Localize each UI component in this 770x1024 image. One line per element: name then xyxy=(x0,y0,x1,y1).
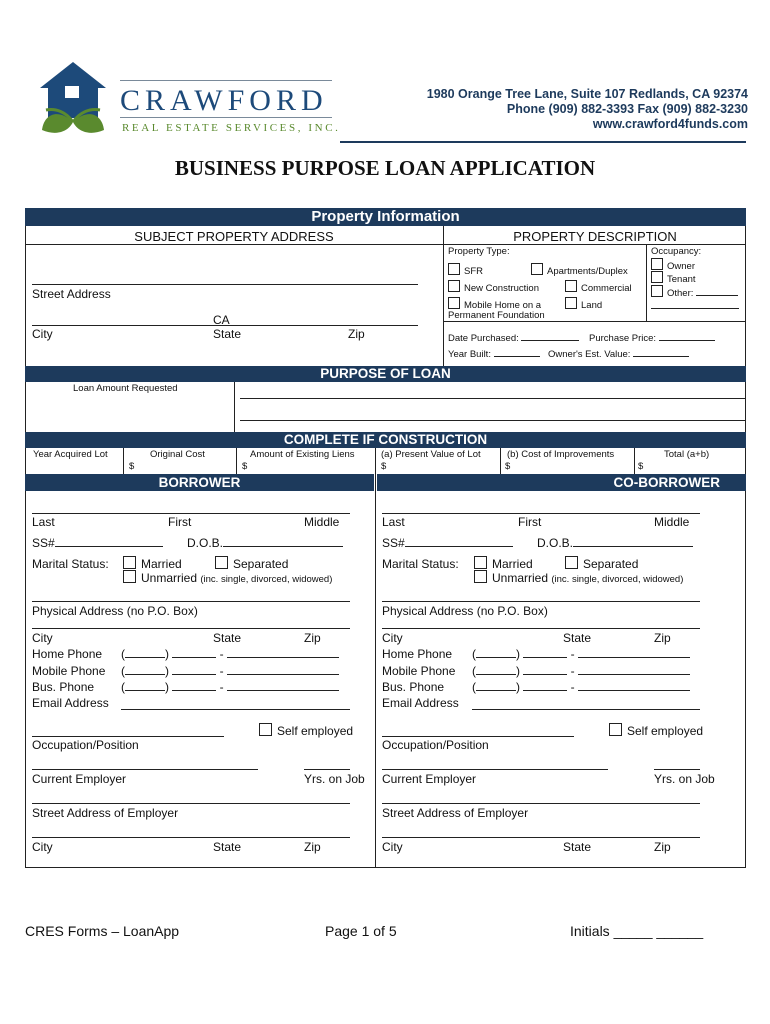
borrower-occupation-line[interactable] xyxy=(32,736,224,737)
borrower-city-label: City xyxy=(32,631,53,645)
col-total: Total (a+b) xyxy=(664,449,710,460)
borrower-bus-phone-field[interactable]: ( ) - xyxy=(121,680,339,694)
header-divider xyxy=(340,141,746,143)
purchase-price-field[interactable]: Purchase Price: xyxy=(589,330,715,344)
construction-col-divider-2 xyxy=(236,448,237,474)
co-zip-label: Zip xyxy=(654,631,671,645)
co-email-line[interactable] xyxy=(472,709,700,710)
loan-amount-label: Loan Amount Requested xyxy=(73,383,178,394)
new-construction-option[interactable]: New Construction xyxy=(448,280,539,294)
borrower-first-label: First xyxy=(168,515,192,529)
construction-col-divider-1 xyxy=(123,448,124,474)
company-logo xyxy=(38,60,108,138)
state-label: State xyxy=(213,327,242,341)
footer-form-id: CRES Forms – LoanApp xyxy=(25,923,180,939)
other-extra-line[interactable] xyxy=(651,308,739,309)
co-employer-line[interactable] xyxy=(382,769,608,770)
co-physical-line[interactable] xyxy=(382,601,700,602)
borrower-employer-city-label: City xyxy=(32,840,53,854)
new-construction-checkbox[interactable] xyxy=(448,280,460,292)
construction-col-divider-3 xyxy=(375,448,376,474)
zip-label: Zip xyxy=(348,327,365,341)
apartments-checkbox[interactable] xyxy=(531,263,543,275)
borrower-dob-field[interactable]: D.O.B. xyxy=(187,536,343,550)
col-present-value: (a) Present Value of Lot xyxy=(381,449,481,460)
borrower-mobile-phone[interactable]: Mobile Phone xyxy=(32,664,106,678)
house-logo-icon xyxy=(38,60,108,138)
dollar-total: $ xyxy=(638,461,644,472)
co-separated-option[interactable]: Separated xyxy=(565,556,638,571)
borrower-home-phone-field[interactable]: ( ) - xyxy=(121,647,339,661)
loan-amount-divider xyxy=(234,382,235,432)
co-employer-city-line[interactable] xyxy=(382,837,700,838)
borrower-occupation-label: Occupation/Position xyxy=(32,738,139,752)
co-employer-street-label: Street Address of Employer xyxy=(382,806,529,820)
dollar-existing-liens: $ xyxy=(242,461,248,472)
other-checkbox[interactable] xyxy=(651,285,663,297)
dollar-cost-improvements: $ xyxy=(505,461,511,472)
land-checkbox[interactable] xyxy=(565,297,577,309)
borrower-email: Email Address xyxy=(32,696,109,710)
other-option[interactable]: Other: xyxy=(651,285,738,299)
street-address-label: Street Address xyxy=(32,287,111,301)
co-city-label: City xyxy=(382,631,403,645)
permanent-foundation-label: Permanent Foundation xyxy=(448,310,545,321)
occupancy-divider xyxy=(646,244,647,322)
col-year-acquired: Year Acquired Lot xyxy=(33,449,108,460)
sfr-option[interactable]: SFR xyxy=(448,263,483,277)
co-marital-label: Marital Status: xyxy=(382,557,459,571)
borrower-employer-state-label: State xyxy=(213,840,242,854)
footer-initials[interactable]: Initials _____ ______ xyxy=(570,923,704,939)
borrower-separated-checkbox[interactable] xyxy=(215,556,228,569)
company-tagline: REAL ESTATE SERVICES, INC. xyxy=(122,122,341,134)
borrower-city-line[interactable] xyxy=(32,628,350,629)
borrower-header: BORROWER xyxy=(25,474,374,491)
borrower-self-employed-option[interactable]: Self employed xyxy=(259,723,353,738)
co-employer-label: Current Employer xyxy=(382,772,477,786)
co-city-line[interactable] xyxy=(382,628,700,629)
co-employer-zip-label: Zip xyxy=(654,840,671,854)
co-email: Email Address xyxy=(382,696,459,710)
borrower-ss-field[interactable]: SS# xyxy=(32,536,163,550)
co-ss-field[interactable]: SS# xyxy=(382,536,513,550)
borrower-column-divider xyxy=(375,474,376,868)
tenant-option[interactable]: Tenant xyxy=(651,271,696,285)
construction-col-divider-5 xyxy=(634,448,635,474)
owner-checkbox[interactable] xyxy=(651,258,663,270)
co-last-label: Last xyxy=(382,515,405,529)
company-website: www.crawford4funds.com xyxy=(592,117,748,131)
borrower-employer-line[interactable] xyxy=(32,769,258,770)
co-physical-label: Physical Address (no P.O. Box) xyxy=(382,604,548,618)
col-existing-liens: Amount of Existing Liens xyxy=(250,449,355,460)
street-address-line[interactable] xyxy=(32,284,418,285)
tenant-checkbox[interactable] xyxy=(651,271,663,283)
logo-bottom-rule xyxy=(120,117,332,118)
borrower-unmarried-checkbox[interactable] xyxy=(123,570,136,583)
co-mobile-phone[interactable]: Mobile Phone xyxy=(382,664,456,678)
borrower-self-employed-checkbox[interactable] xyxy=(259,723,272,736)
col-cost-improvements: (b) Cost of Improvements xyxy=(507,449,615,460)
co-unmarried-option[interactable]: Unmarried (inc. single, divorced, widowed) xyxy=(474,570,683,585)
borrower-employer-street-label: Street Address of Employer xyxy=(32,806,179,820)
logo-top-rule xyxy=(120,80,332,81)
borrower-last-label: Last xyxy=(32,515,55,529)
co-bus-phone[interactable]: Bus. Phone xyxy=(382,680,445,694)
state-value: CA xyxy=(213,313,230,327)
co-employer-city-label: City xyxy=(382,840,403,854)
borrower-physical-label: Physical Address (no P.O. Box) xyxy=(32,604,198,618)
construction-col-divider-4 xyxy=(500,448,501,474)
co-employer-street-line[interactable] xyxy=(382,803,700,804)
borrower-unmarried-option[interactable]: Unmarried (inc. single, divorced, widowed) xyxy=(123,570,332,585)
apartments-option[interactable]: Apartments/Duplex xyxy=(531,263,628,277)
co-middle-label: Middle xyxy=(654,515,690,529)
company-phone-fax: Phone (909) 882-3393 Fax (909) 882-3230 xyxy=(506,102,748,116)
co-dob-field[interactable]: D.O.B. xyxy=(537,536,693,550)
co-bus-phone-field[interactable]: ( ) - xyxy=(472,680,690,694)
borrower-married-option[interactable]: Married xyxy=(123,556,182,571)
owners-value-field[interactable]: Owner's Est. Value: xyxy=(548,346,689,360)
property-type-bottom-line xyxy=(443,321,746,322)
company-name: CRAWFORD xyxy=(120,84,328,117)
page-title: BUSINESS PURPOSE LOAN APPLICATION xyxy=(174,156,596,180)
co-first-label: First xyxy=(518,515,542,529)
co-home-phone[interactable]: Home Phone xyxy=(382,647,453,661)
construction-header: COMPLETE IF CONSTRUCTION xyxy=(25,432,746,448)
co-borrower-header: CO-BORROWER xyxy=(377,474,746,491)
borrower-employer-street-line[interactable] xyxy=(32,803,350,804)
borrower-employer-zip-label: Zip xyxy=(304,840,321,854)
footer-page-number: Page 1 of 5 xyxy=(325,923,397,939)
co-occupation-label: Occupation/Position xyxy=(382,738,489,752)
purpose-line-1[interactable] xyxy=(240,398,746,399)
commercial-checkbox[interactable] xyxy=(565,280,577,292)
borrower-name-line[interactable] xyxy=(32,513,350,514)
property-type-label: Property Type: xyxy=(448,246,510,257)
property-info-header: Property Information xyxy=(25,208,746,226)
borrower-zip-label: Zip xyxy=(304,631,321,645)
borrower-middle-label: Middle xyxy=(304,515,340,529)
occupancy-label: Occupancy: xyxy=(651,246,702,257)
co-yrs-label: Yrs. on Job xyxy=(654,772,715,786)
borrower-home-phone[interactable]: Home Phone xyxy=(32,647,103,661)
col-original-cost: Original Cost xyxy=(150,449,205,460)
borrower-physical-line[interactable] xyxy=(32,601,350,602)
borrower-bus-phone[interactable]: Bus. Phone xyxy=(32,680,95,694)
borrower-mobile-phone-field[interactable]: ( ) - xyxy=(121,664,339,678)
co-self-employed-checkbox[interactable] xyxy=(609,723,622,736)
borrower-marital-label: Marital Status: xyxy=(32,557,109,571)
city-label: City xyxy=(32,327,53,341)
dollar-present-value: $ xyxy=(381,461,387,472)
borrower-yrs-label: Yrs. on Job xyxy=(304,772,365,786)
borrower-married-checkbox[interactable] xyxy=(123,556,136,569)
owner-option[interactable]: Owner xyxy=(651,258,695,272)
co-separated-checkbox[interactable] xyxy=(565,556,578,569)
co-self-employed-option[interactable]: Self employed xyxy=(609,723,703,738)
borrower-email-line[interactable] xyxy=(121,709,350,710)
borrower-state-label: State xyxy=(213,631,242,645)
co-married-option[interactable]: Married xyxy=(474,556,533,571)
co-state-label: State xyxy=(563,631,592,645)
mobile-home-option[interactable]: Mobile Home on a xyxy=(448,297,541,311)
land-option[interactable]: Land xyxy=(565,297,602,311)
co-unmarried-checkbox[interactable] xyxy=(474,570,487,583)
co-mobile-phone-field[interactable]: ( ) - xyxy=(472,664,690,678)
date-purchased-field[interactable]: Date Purchased: xyxy=(448,330,579,344)
co-name-line[interactable] xyxy=(382,513,700,514)
commercial-option[interactable]: Commercial xyxy=(565,280,632,294)
borrower-employer-label: Current Employer xyxy=(32,772,127,786)
dollar-original-cost: $ xyxy=(129,461,135,472)
subject-address-header: SUBJECT PROPERTY ADDRESS xyxy=(134,229,334,244)
property-description-header: PROPERTY DESCRIPTION xyxy=(513,229,677,244)
borrower-yrs-line[interactable] xyxy=(304,769,350,770)
co-employer-state-label: State xyxy=(563,840,592,854)
property-divider xyxy=(443,226,444,366)
co-yrs-line[interactable] xyxy=(654,769,700,770)
mobile-home-checkbox[interactable] xyxy=(448,297,460,309)
year-built-field[interactable]: Year Built: xyxy=(448,346,540,360)
co-married-checkbox[interactable] xyxy=(474,556,487,569)
co-occupation-line[interactable] xyxy=(382,736,574,737)
borrower-employer-city-line[interactable] xyxy=(32,837,350,838)
company-address: 1980 Orange Tree Lane, Suite 107 Redlands, CA 92374 xyxy=(426,87,748,101)
co-home-phone-field[interactable]: ( ) - xyxy=(472,647,690,661)
other-field[interactable] xyxy=(696,285,738,296)
purpose-header: PURPOSE OF LOAN xyxy=(25,366,746,382)
purpose-line-2[interactable] xyxy=(240,420,746,421)
sfr-checkbox[interactable] xyxy=(448,263,460,275)
borrower-separated-option[interactable]: Separated xyxy=(215,556,288,571)
city-state-zip-line[interactable] xyxy=(32,325,418,326)
